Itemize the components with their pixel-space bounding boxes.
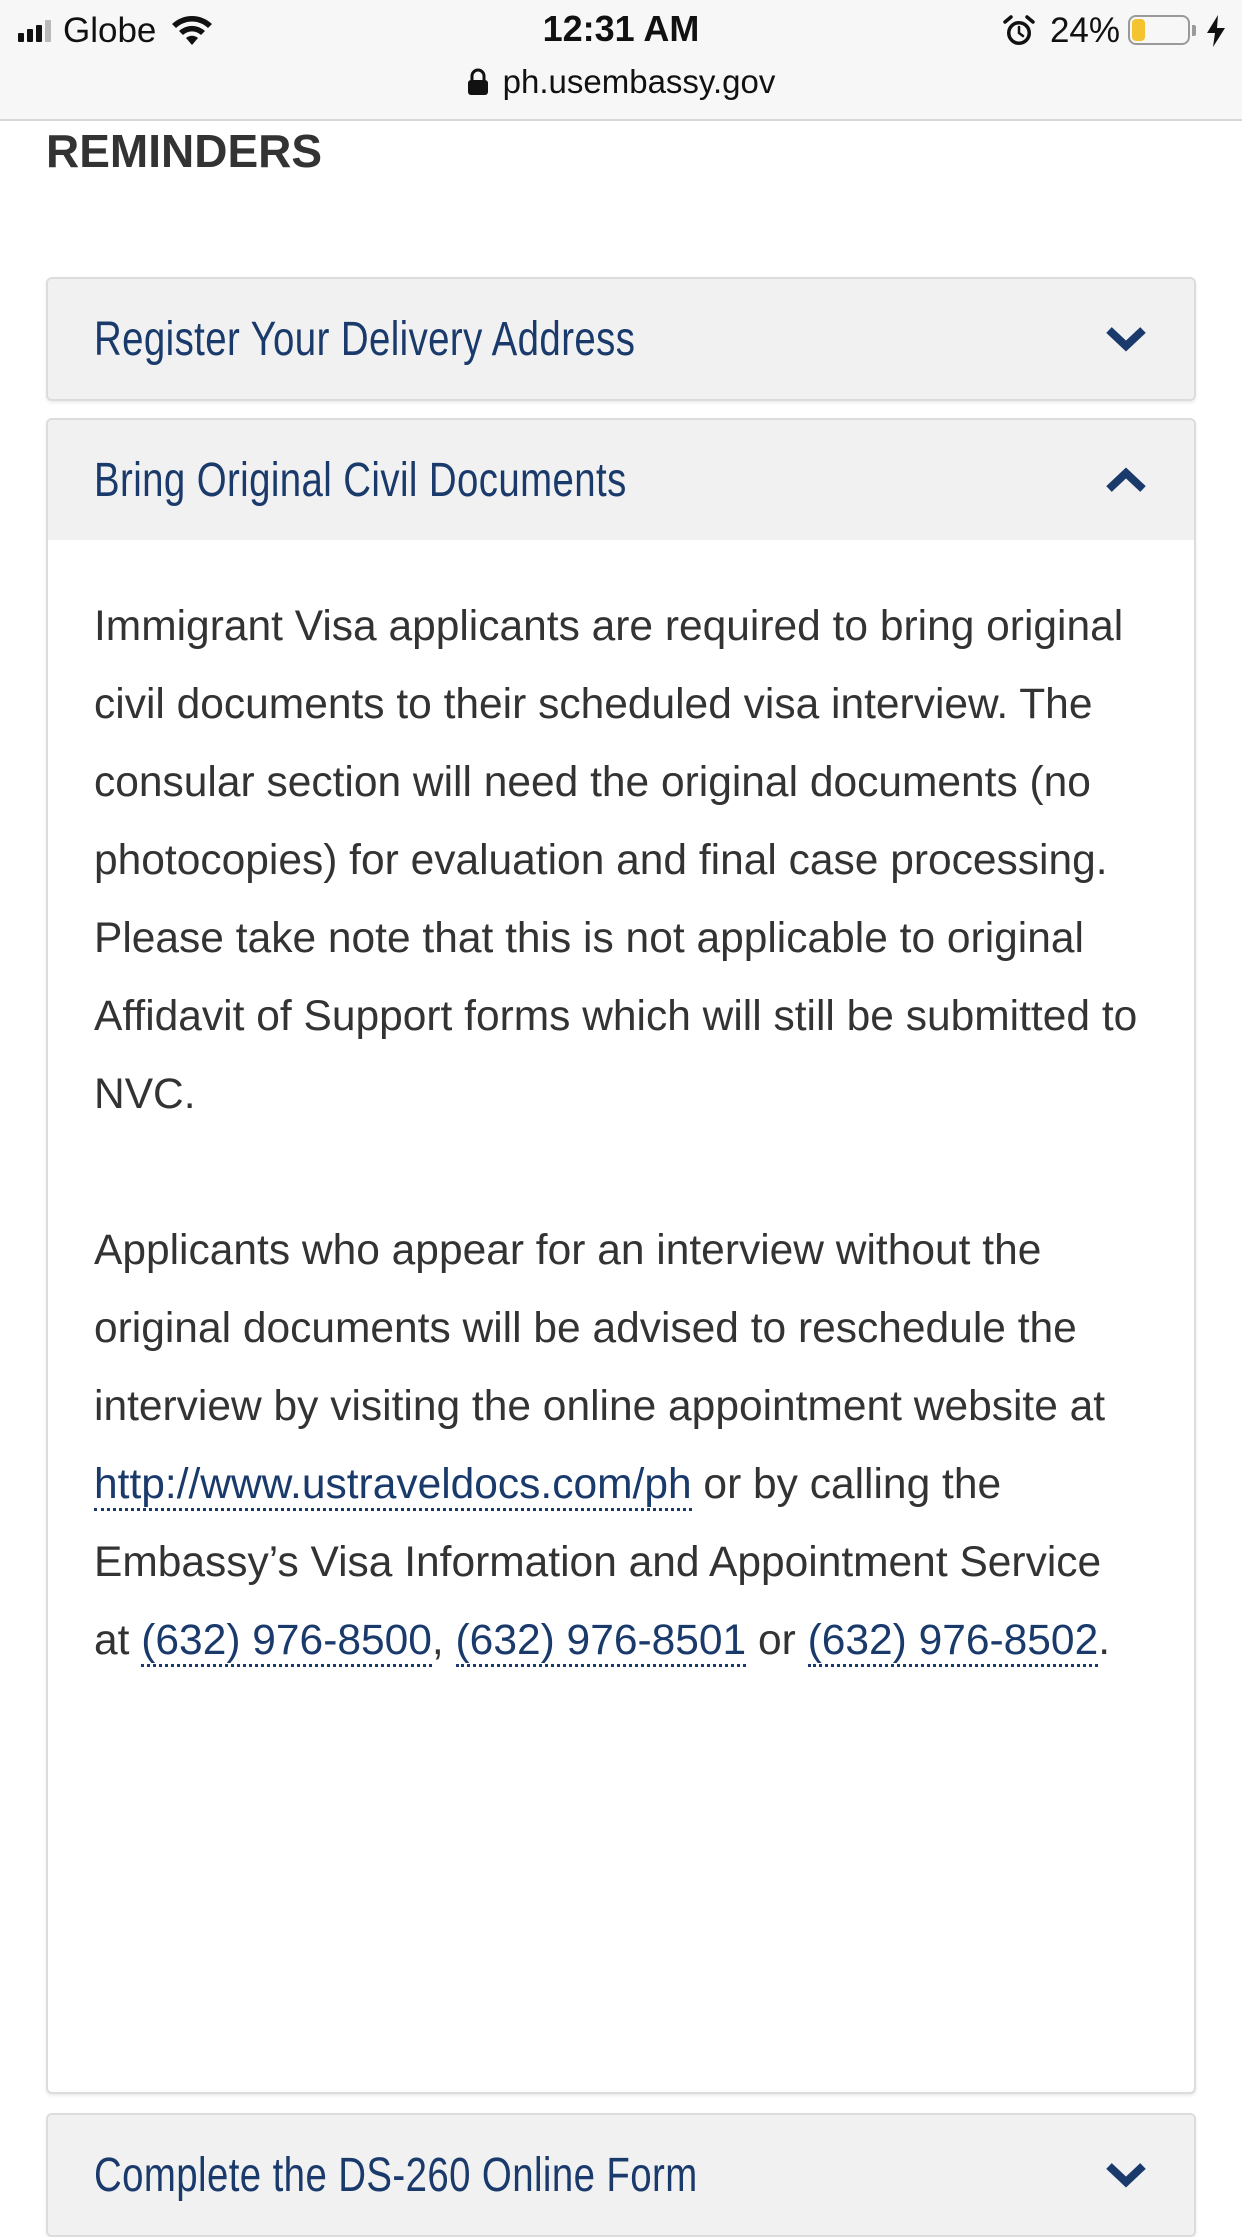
paragraph-text: or by calling the Embassy’s Visa Information and Appointment Service at — [94, 1461, 1102, 1664]
accordion-header[interactable] — [48, 2115, 1194, 2235]
accordion-register-delivery-address — [46, 277, 1196, 401]
status-time: 12:31 AM — [542, 8, 700, 49]
chevron-down-icon[interactable] — [1104, 325, 1148, 353]
accordion-title[interactable]: Register Your Delivery Address — [94, 312, 636, 366]
separator-text: or — [746, 1617, 808, 1664]
accordion-complete-ds260-form — [46, 2113, 1196, 2237]
status-right — [1002, 10, 1228, 52]
accordion-body — [48, 540, 1194, 2092]
accordion-title[interactable]: Bring Original Civil Documents — [94, 453, 627, 507]
accordion-title[interactable]: Complete the DS-260 Online Form — [94, 2148, 698, 2202]
chevron-down-icon[interactable] — [1104, 2161, 1148, 2189]
address-bar[interactable] — [0, 62, 1242, 121]
charging-bolt-icon — [1204, 14, 1228, 48]
battery-icon — [1128, 15, 1198, 47]
body-paragraph-1: Immigrant Visa applicants are required to bring original civil documents to their scheduled visa interview. The consular section will need the original documents (no photocopies) for evaluation and final case processing. Please take note that this is not applicable to original Affidavit of Support forms which will still be submitted to NVC. — [94, 603, 1138, 1118]
appointment-website-link[interactable]: http://www.ustraveldocs.com/ph — [94, 1461, 692, 1511]
status-bar — [0, 0, 1242, 62]
separator-text: . — [1098, 1617, 1111, 1664]
carrier-name: Globe — [63, 11, 157, 50]
battery-percent: 24% — [1049, 11, 1120, 50]
separator-text: , — [431, 1617, 456, 1664]
phone-link-2[interactable]: (632) 976-8501 — [456, 1617, 747, 1667]
alarm-icon — [1002, 14, 1036, 48]
url-text[interactable]: ph.usembassy.gov — [502, 63, 776, 100]
body-paragraph-2 — [94, 1212, 1148, 1680]
paragraph-text: Applicants who appear for an interview without the original documents will be advised to reschedule the interview by visiting the online appointment website at — [94, 1227, 1106, 1430]
accordion-header[interactable] — [48, 420, 1194, 540]
battery-level-fill — [1132, 19, 1145, 41]
lock-icon — [467, 68, 489, 96]
phone-link-3[interactable]: (632) 976-8502 — [808, 1617, 1099, 1667]
chevron-up-icon[interactable] — [1104, 466, 1148, 494]
accordion-header[interactable] — [48, 279, 1194, 399]
accordion-bring-original-civil-documents — [46, 418, 1196, 2094]
section-title: REMINDERS — [46, 125, 323, 177]
phone-link-1[interactable]: (632) 976-8500 — [141, 1617, 432, 1667]
